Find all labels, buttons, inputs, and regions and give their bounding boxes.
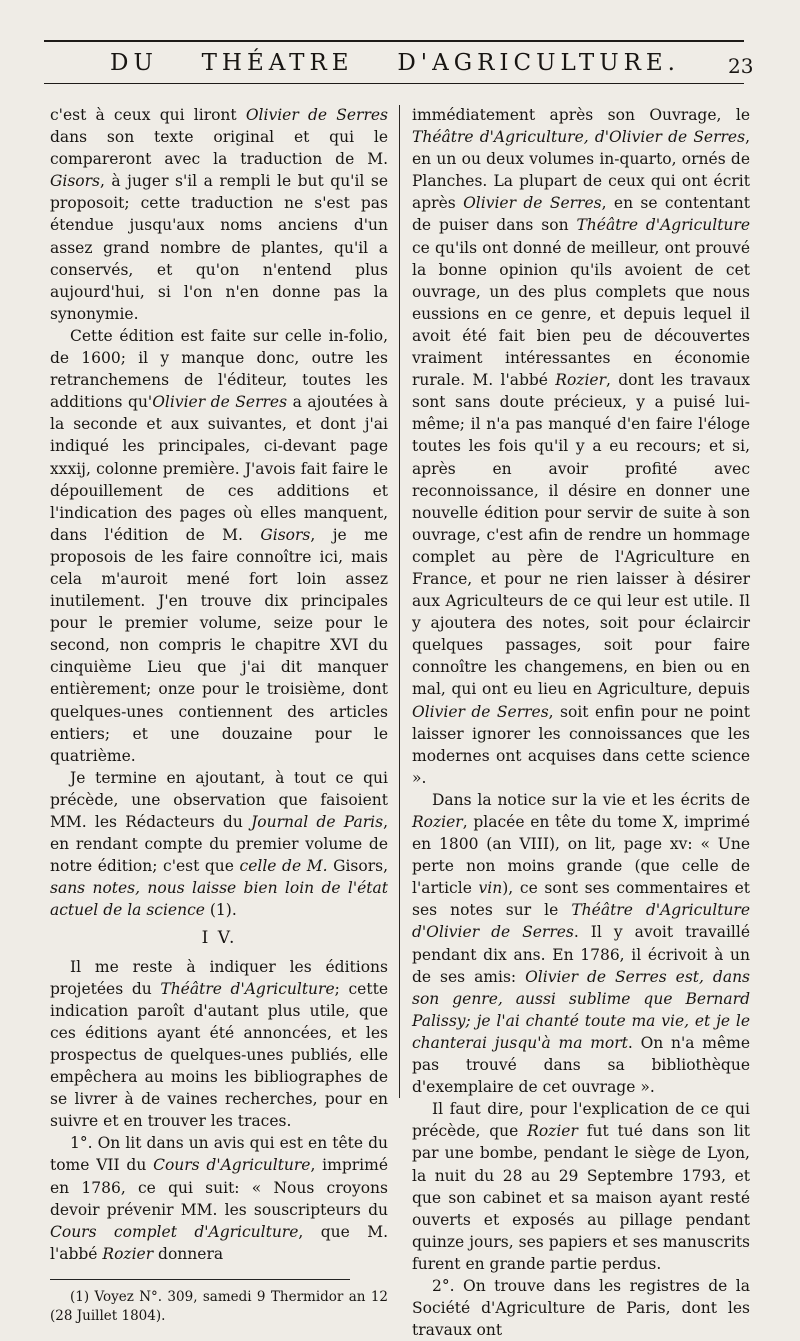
- section-heading: I V.: [201, 928, 237, 949]
- paragraph: Je termine en ajoutant, à tout ce qui précède, une observation que faisoient MM. les Rédacteurs du Journal de Paris, en rendant compte du premier volume de notre édition; c'est que celle de M. Gisors, sans notes, nous laisse bien loin de l'état actuel de la science (1).: [50, 768, 388, 920]
- paragraph: immédiatement après son Ouvrage, le Théâtre d'Agriculture, d'Olivier de Serres, en un ou deux volumes in-quarto, ornés de Planches. La plupart de ceux qui ont écrit après Olivier de Serres, en se contentant de puiser dans son Théâtre d'Agriculture ce qu'ils ont donné de meilleur, ont prouvé la bonne opinion qu'ils avoient de cet ouvrage, un des plus complets que nous eussions en ce genre, et depuis lequel il avoit été fait bien peu de découvertes vraiment intéressantes en économie rurale. M. l'abbé Rozier, dont les travaux sont sans doute précieux, y a puisé lui-même; il n'a pas manqué d'en faire l'éloge toutes les fois qu'il y a eu recours; et si, après en avoir profité avec reconnoissance, il désire en donner une nouvelle édition pour servir de suite à son ouvrage, c'est afin de rendre un hommage complet au père de l'Agriculture en France, et pour ne rien laisser à désirer aux Agriculteurs de ce qui leur est utile. Il y ajoutera des notes, soit pour éclaircir quelques passages, soit pour faire connoître les changemens, en bien ou en mal, qui ont eu lieu en Agriculture, depuis Olivier de Serres, soit enfin pour ne point laisser ignorer les connoissances que les modernes ont acquises dans cette science ».: [412, 106, 751, 787]
- running-title: DU THÉATRE D'AGRICULTURE.: [110, 50, 680, 76]
- paragraph: Il faut dire, pour l'explication de ce qui précède, que Rozier fut tué dans son lit par une bombe, pendant le siège de Lyon, la nuit du 28 au 29 Septembre 1793, et que son cabinet et sa maison ayant resté ouverts et exposés au pillage pendant quinze jours, ses papiers et ses manuscrits furent en grande partie perdus.: [412, 1100, 751, 1273]
- paragraph: Cette édition est faite sur celle in-folio, de 1600; il y manque donc, outre les retranchemens de l'éditeur, toutes les additions qu'Olivier de Serres a ajoutées à la seconde et aux suivantes, et dont j'ai indiqué les principales, ci-devant page xxxij, colonne première. J'avois fait faire le dépouillement de ces additions et l'indication des pages où elles manquent, dans l'édition de M. Gisors, je me proposois de les faire connoître ici, mais cela m'auroit mené fort loin assez inutilement. J'en trouve dix principales pour le premier volume, seize pour le second, non compris le chapitre XVI du cinquième Lieu que j'ai dit manquer entièrement; onze pour le troisième, dont quelques-unes contiennent des articles entiers; et une douzaine pour le quatrième.: [50, 326, 389, 765]
- paragraph: Dans la notice sur la vie et les écrits de Rozier, placée en tête du tome X, imprimé en 1800 (an VIII), on lit, page xv: « Une perte non moins grande (que celle de l'article vin), ce sont ses commentaires et ses notes sur le Théâtre d'Agriculture d'Olivier de Serres. Il y avoit travaillé pendant dix ans. En 1786, il écrivoit à un de ses amis: Olivier de Serres est, dans son genre, aussi sublime que Bernard Palissy; je l'ai chanté toute ma vie, et je le chanterai jusqu'à ma mort. On n'a même pas trouvé dans sa bibliothèque d'exemplaire de cet ouvrage ».: [412, 790, 751, 1097]
- right-column: [412, 104, 750, 1341]
- paragraph: 2°. On trouve dans les registres de la Société d'Agriculture de Paris, dont les travaux ont: [412, 1276, 750, 1340]
- left-column: [50, 104, 388, 1326]
- paragraph: c'est à ceux qui liront Olivier de Serres dans son texte original et qui le compareront avec la traduction de M. Gisors, à juger s'il a rempli le but qu'il se proposoit; cette traduction ne s'est pas étendue jusqu'aux noms anciens d'un assez grand nombre de plantes, qu'il a conservés, et qu'on n'entend plus aujourd'hui, si l'on n'en donne pas la synonymie.: [50, 106, 388, 323]
- header-bottom-rule: [44, 83, 744, 84]
- paragraph: Il me reste à indiquer les éditions projetées du Théâtre d'Agriculture; cette indication paroît d'autant plus utile, que ces éditions ayant été annoncées, et les prospectus de quelques-unes publiés, elle empêchera au moins les bibliographes de se livrer à de vaines recherches, pour en suivre et en trouver les traces.: [50, 957, 388, 1131]
- header-top-rule: [44, 40, 744, 42]
- footnote-rule: [50, 1279, 350, 1280]
- page-number: 23: [728, 54, 754, 78]
- paragraph: 1°. On lit dans un avis qui est en tête du tome VII du Cours d'Agriculture, imprimé en 1786, ce qui suit: « Nous croyons devoir prévenir MM. les souscripteurs du Cours complet d'Agriculture, que M. l'abbé Rozier donnera: [50, 1134, 388, 1263]
- column-divider: [399, 105, 400, 1098]
- footnote: (1) Voyez N°. 309, samedi 9 Thermidor an 12 (28 Juillet 1804).: [50, 1288, 388, 1324]
